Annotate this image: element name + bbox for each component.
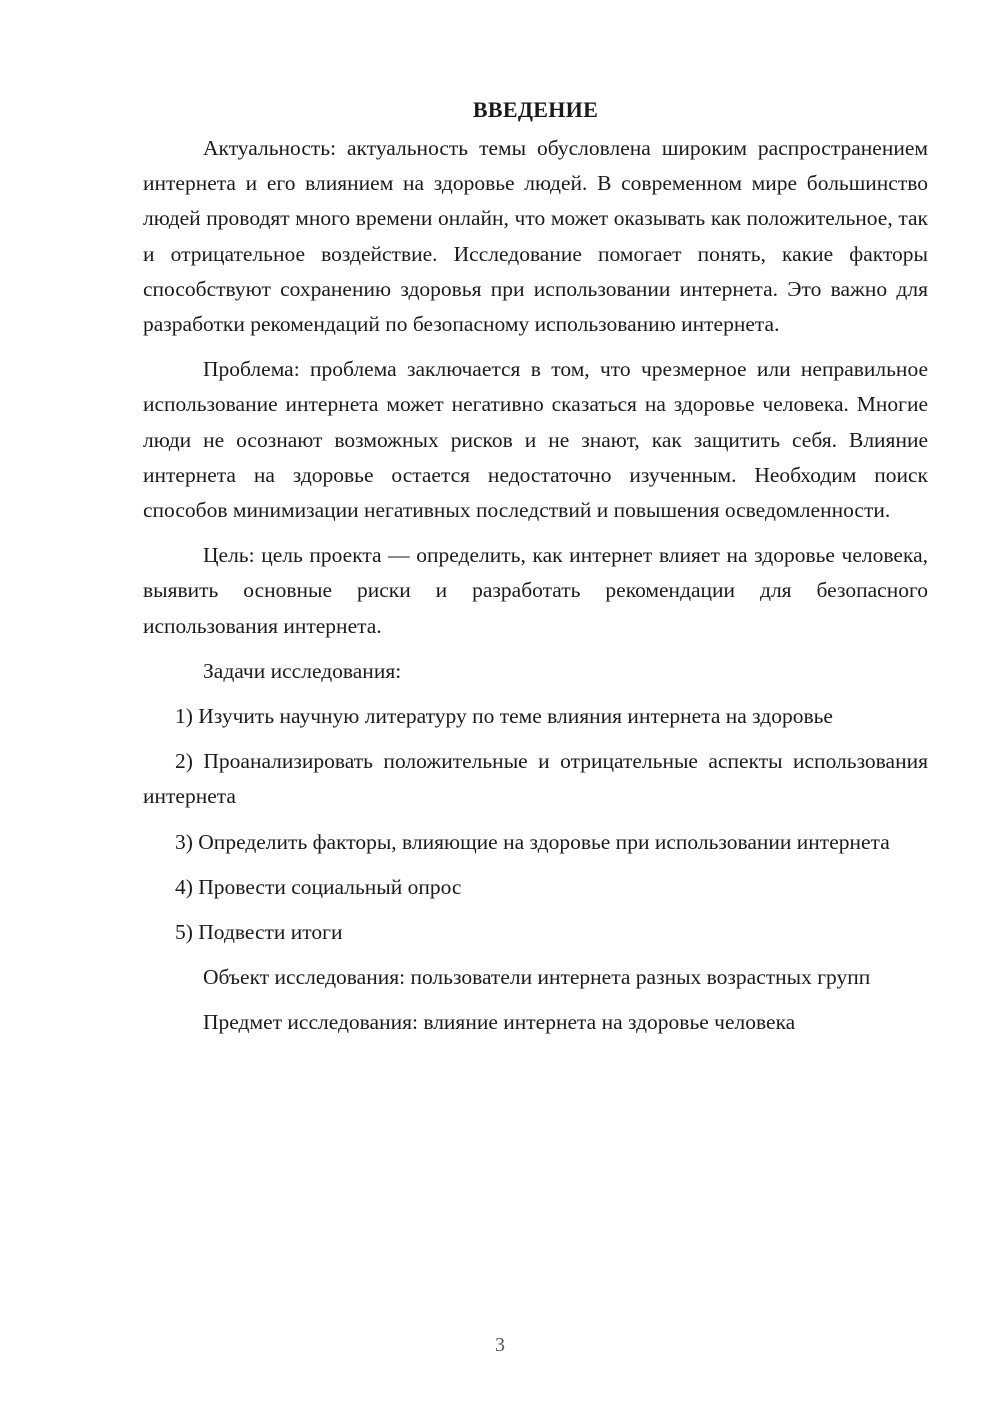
goal-paragraph: Цель: цель проекта — определить, как интернет влияет на здоровье человека, выявить основные риски и разработать рекомендации для безопасного использования интернета. [143, 543, 928, 638]
page-number: 3 [495, 1334, 505, 1356]
task-item: 4) Провести социальный опрос [175, 874, 462, 899]
tasks-heading: Задачи исследования: [203, 658, 402, 683]
tasks-list [143, 699, 928, 950]
task-item: 5) Подвести итоги [175, 920, 343, 945]
page-title: ВВЕДЕНИЕ [472, 97, 599, 122]
research-object-paragraph: Объект исследования: пользователи интернета разных возрастных групп [203, 965, 871, 990]
task-item: 2) Проанализировать положительные и отрицательные аспекты использования интернета [143, 749, 928, 809]
relevance-paragraph: Актуальность: актуальность темы обусловлена широким распространением интернета и его влиянием на здоровье людей. В современном мире большинство людей проводят много времени онлайн, что может оказывать как положительное, так и отрицательное воздействие. Исследование помогает понять, какие факторы способствуют сохранению здоровья при использовании интернета. Это важно для разработки рекомендаций по безопасному использованию интернета. [143, 136, 928, 337]
document-page [143, 92, 928, 1051]
task-item: 1) Изучить научную литературу по теме влияния интернета на здоровье [175, 704, 833, 729]
problem-paragraph: Проблема: проблема заключается в том, что чрезмерное или неправильное использование интернета может негативно сказаться на здоровье человека. Многие люди не осознают возможных рисков и не знают, как защитить себя. Влияние интернета на здоровье остается недостаточно изученным. Необходим поиск способов минимизации негативных последствий и повышения осведомленности. [143, 357, 928, 523]
research-subject-paragraph: Предмет исследования: влияние интернета на здоровье человека [203, 1010, 796, 1035]
task-item: 3) Определить факторы, влияющие на здоровье при использовании интернета [175, 829, 890, 854]
